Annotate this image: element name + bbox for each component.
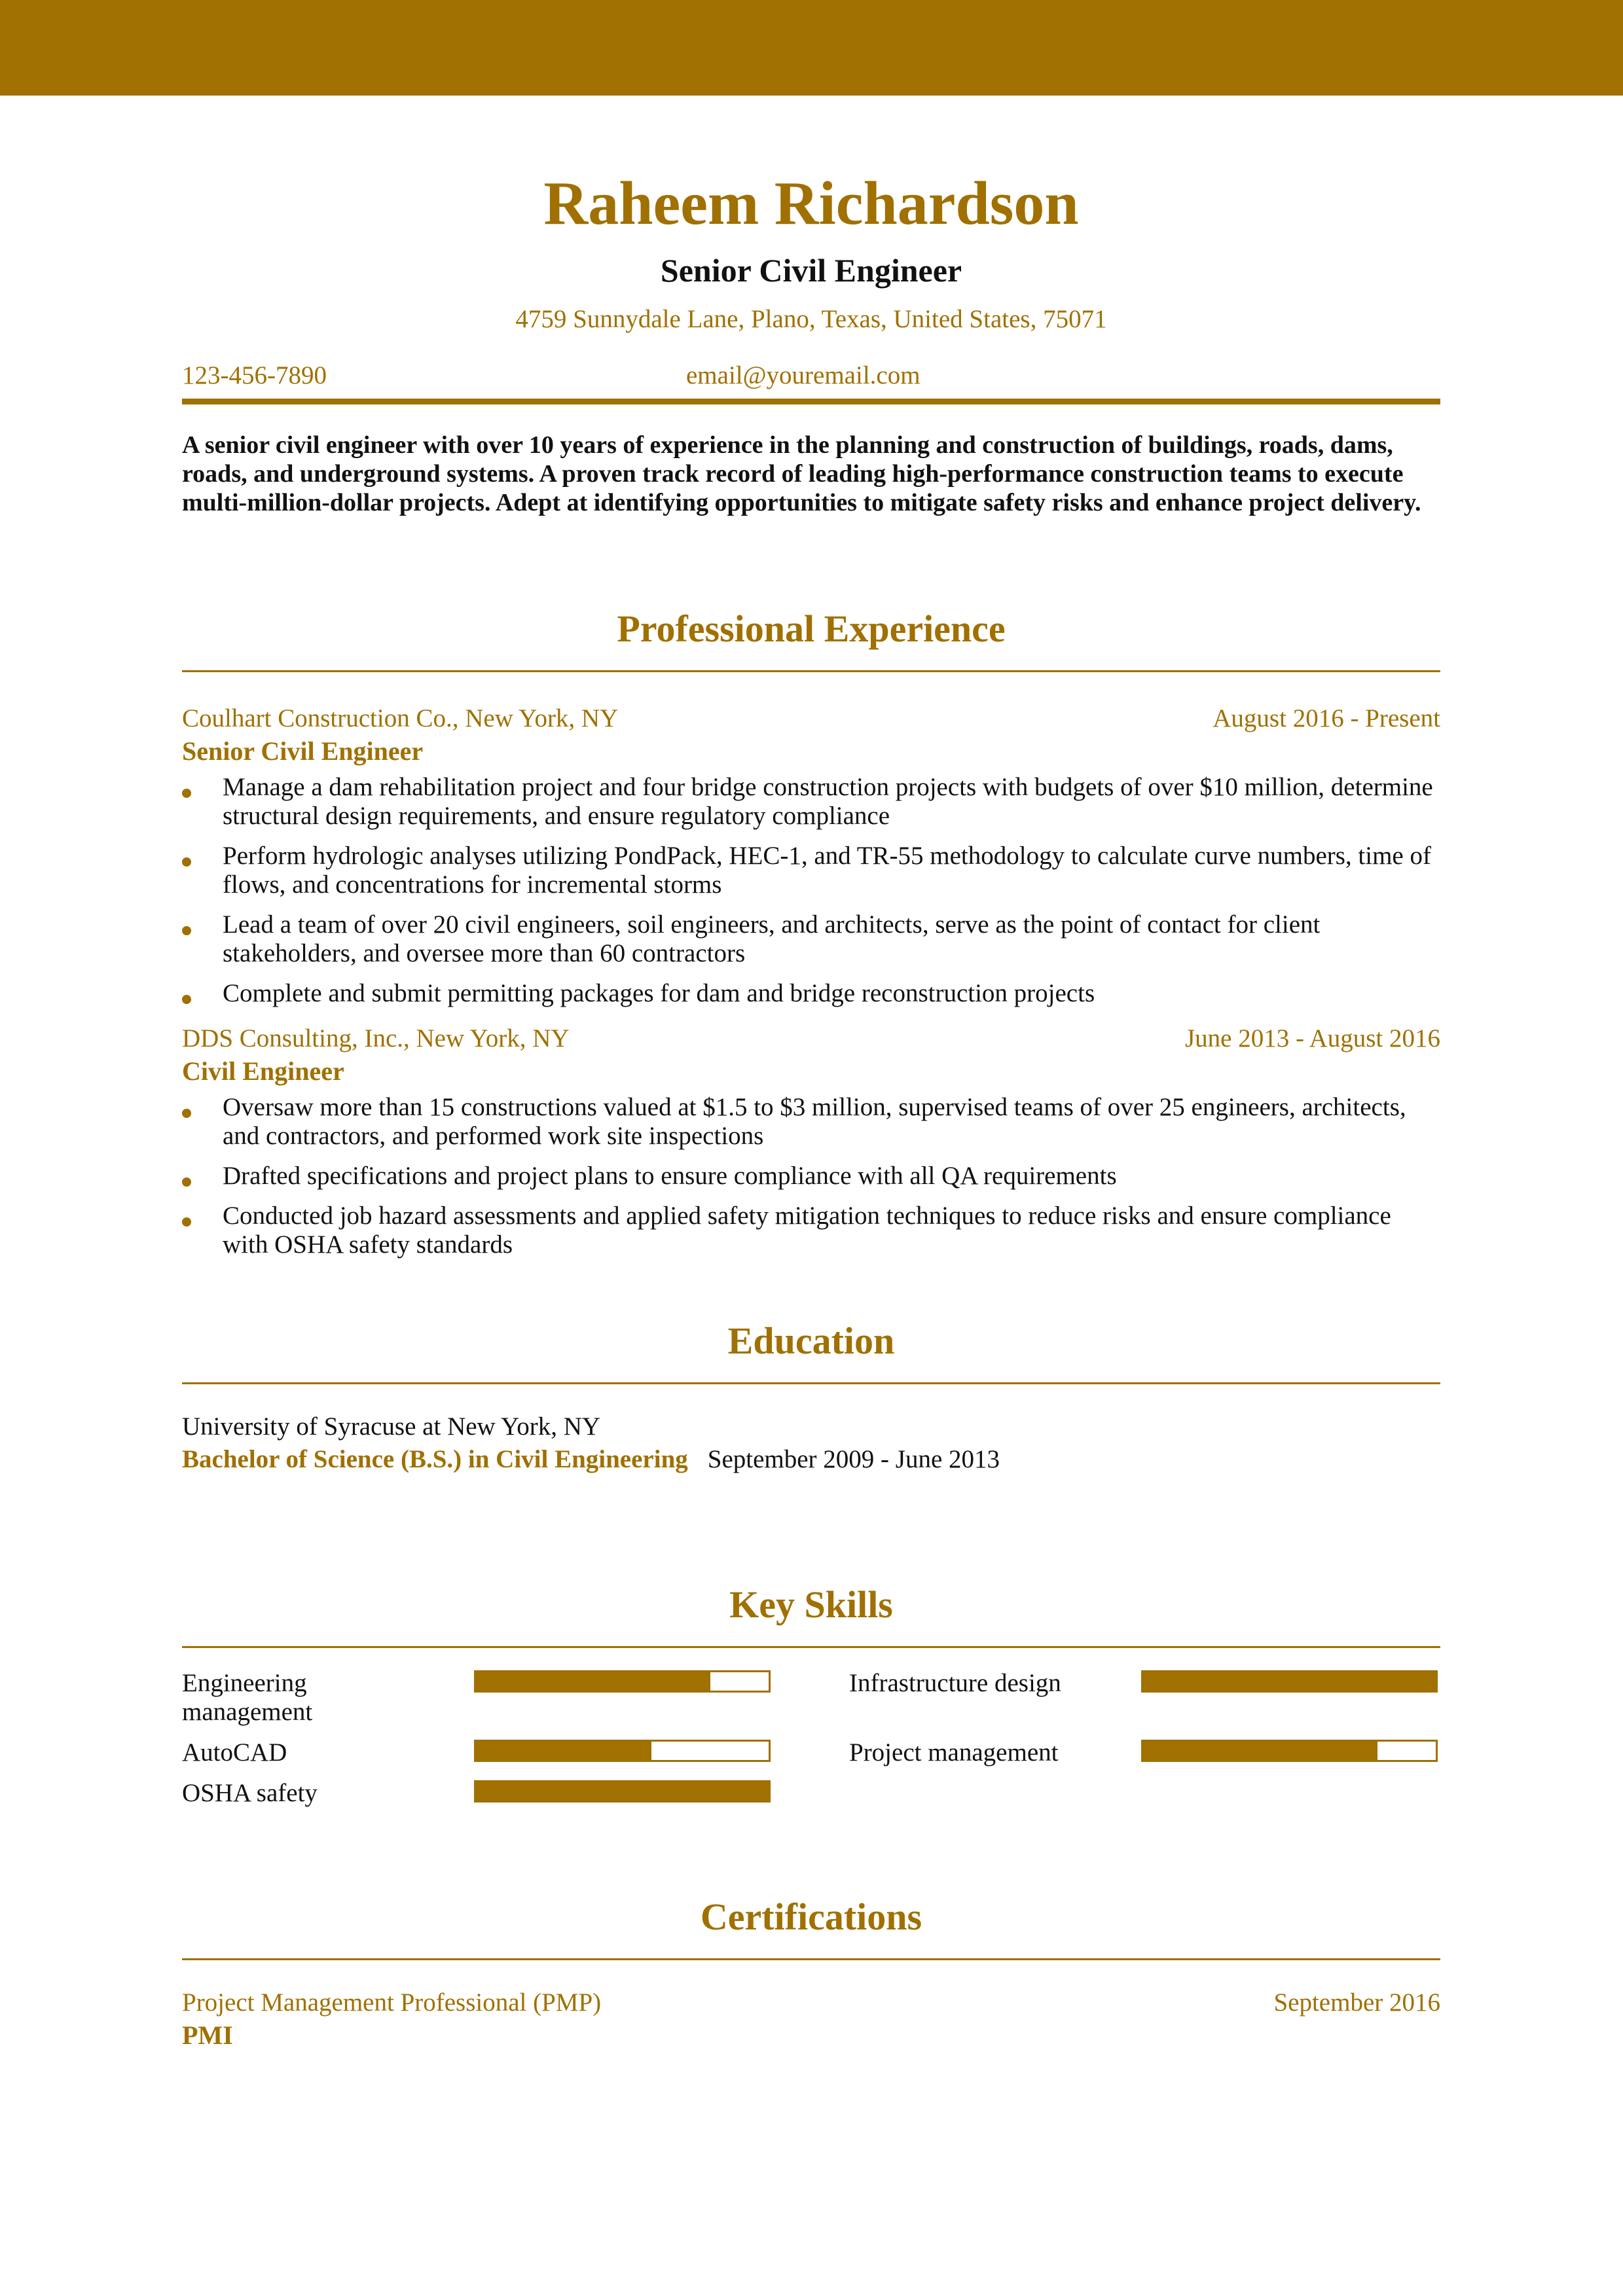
skill-level-fill	[1143, 1672, 1436, 1691]
certification-header	[182, 1986, 1440, 2019]
job-header	[182, 1022, 1440, 1055]
section-divider	[182, 670, 1440, 672]
certification-date: September 2016	[1273, 1988, 1440, 2017]
section-divider	[182, 1646, 1440, 1648]
job-entry	[182, 702, 1440, 1008]
bullet-dot-icon	[182, 857, 191, 867]
job-header	[182, 702, 1440, 735]
education-dates: September 2009 - June 2013	[707, 1445, 1000, 1473]
education-degree-line	[182, 1443, 1440, 1476]
certifications-section	[182, 1895, 1440, 2052]
skill-level-bar	[1141, 1670, 1438, 1693]
bullet-text: Lead a team of over 20 civil engineers, soil engineers, and architects, serve as the point of contact for client stakeholders, and oversee more than 60 contractors	[223, 910, 1321, 967]
bullet-text: Oversaw more than 15 constructions valued at $1.5 to $3 million, supervised teams of over 25 engineers, architects, and contractors, and performed work site inspections	[223, 1093, 1406, 1150]
experience-section	[182, 607, 1440, 1259]
bullet-dot-icon	[182, 926, 191, 935]
job-bullets	[182, 1093, 1440, 1259]
list-item	[182, 1202, 1440, 1259]
list-item	[182, 979, 1440, 1008]
section-title-education: Education	[727, 1319, 895, 1362]
skill-level-fill	[476, 1742, 651, 1760]
skill-level-fill	[476, 1672, 710, 1691]
section-title-experience: Professional Experience	[617, 607, 1006, 650]
candidate-name: Raheem Richardson	[543, 170, 1079, 238]
list-item	[182, 910, 1440, 968]
list-item	[182, 842, 1440, 899]
bullet-dot-icon	[182, 789, 191, 798]
section-title-certifications: Certifications	[700, 1895, 922, 1938]
bullet-dot-icon	[182, 995, 191, 1004]
candidate-title: Senior Civil Engineer	[660, 252, 962, 289]
job-bullets	[182, 773, 1440, 1008]
skill-name: Engineering management	[182, 1669, 313, 1726]
job-role: Senior Civil Engineer	[182, 736, 424, 766]
section-divider	[182, 1958, 1440, 1960]
skill-level-bar	[474, 1740, 771, 1762]
bullet-dot-icon	[182, 1177, 191, 1187]
education-section	[182, 1319, 1440, 1476]
bullet-dot-icon	[182, 1217, 191, 1227]
contact-row	[182, 361, 1440, 393]
skill-level-bar	[474, 1780, 771, 1803]
list-item	[182, 1162, 1440, 1191]
certification-issuer: PMI	[182, 2020, 233, 2050]
phone: 123-456-7890	[182, 361, 327, 389]
skill-level-fill	[1143, 1742, 1377, 1760]
email: email@youremail.com	[686, 361, 921, 389]
job-dates: August 2016 - Present	[1213, 704, 1440, 732]
bullet-text: Perform hydrologic analyses utilizing PondPack, HEC-1, and TR-55 methodology to calculate curve numbers, time of flows, and concentrations for incremental storms	[223, 842, 1431, 899]
job-role: Civil Engineer	[182, 1056, 344, 1086]
skill-name: Project management	[849, 1738, 1059, 1767]
skill-name: Infrastructure design	[849, 1669, 1061, 1697]
list-item	[182, 1093, 1440, 1151]
address: 4759 Sunnydale Lane, Plano, Texas, United States, 75071	[515, 305, 1107, 333]
skill-name: AutoCAD	[182, 1738, 287, 1767]
skill-name: OSHA safety	[182, 1779, 318, 1807]
bullet-text: Drafted specifications and project plans to ensure compliance with all QA requirements	[223, 1162, 1117, 1190]
job-dates: June 2013 - August 2016	[1185, 1024, 1440, 1052]
bullet-text: Manage a dam rehabilitation project and four bridge construction projects with budgets of over $10 million, determine structural design requirements, and ensure regulatory compliance	[223, 773, 1433, 830]
skill-level-bar	[1141, 1740, 1438, 1762]
resume-page	[182, 96, 1440, 2052]
skills-grid	[182, 1669, 1440, 1839]
certification-name: Project Management Professional (PMP)	[182, 1988, 602, 2017]
job-entry	[182, 1022, 1440, 1259]
section-divider	[182, 1382, 1440, 1384]
job-company: DDS Consulting, Inc., New York, NY	[182, 1024, 570, 1052]
section-title-skills: Key Skills	[729, 1583, 893, 1626]
education-school: University of Syracuse at New York, NY	[182, 1412, 601, 1441]
header-divider	[182, 399, 1440, 404]
bullet-text: Complete and submit permitting packages for dam and bridge reconstruction projects	[223, 979, 1095, 1007]
skill-level-fill	[476, 1782, 769, 1801]
bullet-text: Conducted job hazard assessments and applied safety mitigation techniques to reduce risks and ensure compliance with OSHA safety standards	[223, 1202, 1391, 1259]
list-item	[182, 773, 1440, 831]
skills-section	[182, 1583, 1440, 1839]
top-accent-bar	[0, 0, 1623, 96]
summary: A senior civil engineer with over 10 years of experience in the planning and construction of buildings, roads, dams, roads, and underground systems. A proven track record of leading high-performance construction teams to execute multi-million-dollar projects. Adept at identifying opportunities to mitigate safety risks and enhance project delivery.	[182, 431, 1421, 516]
skill-level-bar	[474, 1670, 771, 1693]
education-degree: Bachelor of Science (B.S.) in Civil Engineering	[182, 1445, 688, 1473]
job-company: Coulhart Construction Co., New York, NY	[182, 704, 619, 732]
bullet-dot-icon	[182, 1109, 191, 1118]
